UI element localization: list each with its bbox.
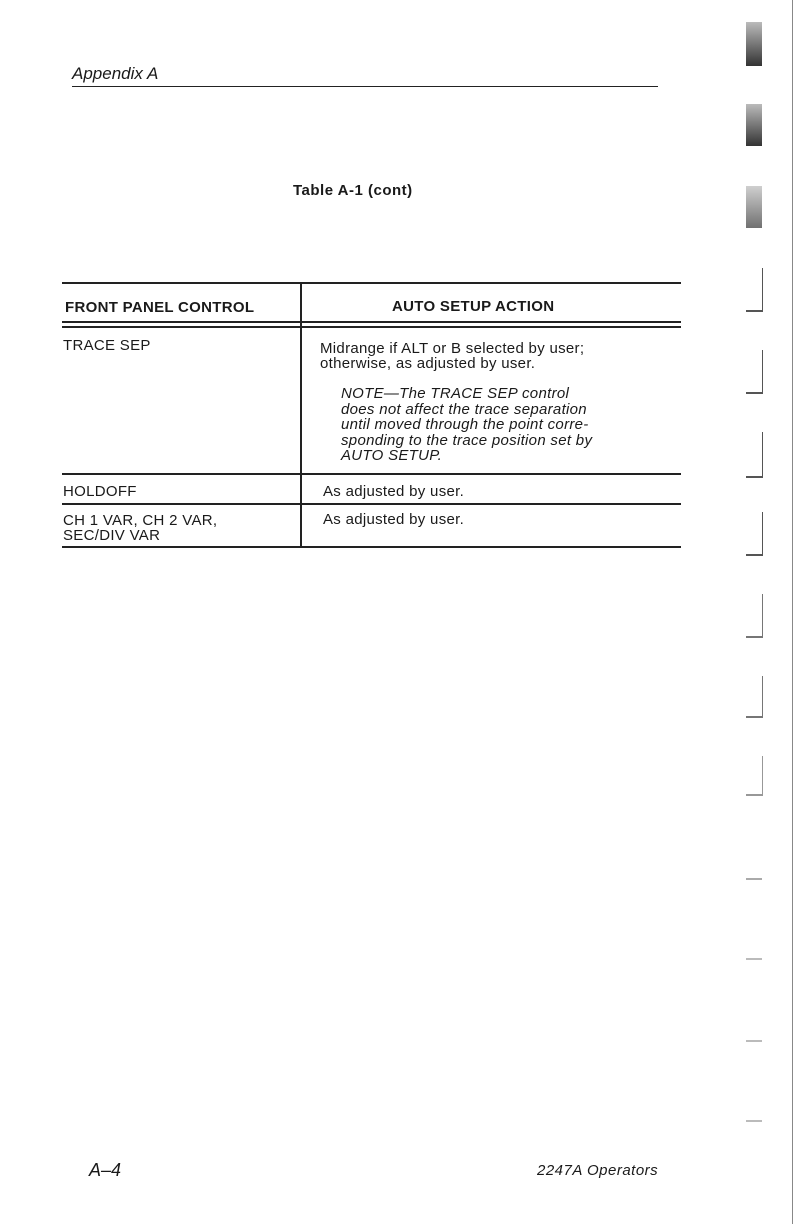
table-top-rule [62, 282, 681, 284]
row-1-note-line-2: does not affect the trace separation [341, 400, 587, 418]
column-header-control: FRONT PANEL CONTROL [65, 299, 255, 316]
tab-mark [746, 432, 763, 478]
tab-mark [746, 756, 763, 796]
row-rule-1 [62, 473, 681, 475]
tab-mark [746, 512, 763, 556]
tab-mark [746, 22, 762, 66]
row-1-note-line-5: AUTO SETUP. [341, 447, 443, 464]
column-header-action: AUTO SETUP ACTION [392, 298, 555, 315]
row-3-control-line-1: CH 1 VAR, CH 2 VAR, [63, 512, 218, 529]
tab-mark [746, 594, 763, 638]
row-rule-2 [62, 503, 681, 505]
row-3-control-line-2: SEC/DIV VAR [63, 527, 161, 544]
tab-mark [746, 1080, 762, 1122]
table-bottom-rule [62, 546, 681, 548]
page-edge-line [792, 0, 793, 1224]
row-2-action: As adjusted by user. [323, 483, 465, 500]
row-1-note-line-1: NOTE—The TRACE SEP control [341, 385, 570, 402]
tab-mark [746, 918, 762, 960]
row-1-note-line-3: until moved through the point corre- [341, 416, 589, 433]
page-number: A–4 [89, 1160, 122, 1180]
column-divider [300, 282, 302, 548]
row-3-action: As adjusted by user. [323, 511, 465, 528]
table-title: Table A-1 (cont) [293, 182, 413, 199]
row-2-control: HOLDOFF [63, 483, 137, 500]
header-rule-1 [62, 321, 681, 323]
tab-mark [746, 104, 762, 146]
row-1-action-line-1: Midrange if ALT or B selected by user; [320, 340, 585, 357]
tab-mark [746, 676, 763, 718]
tab-mark [746, 268, 763, 312]
tab-mark [746, 186, 762, 228]
tab-mark [746, 836, 762, 880]
page-header [72, 64, 658, 87]
row-1-note-line-4: sponding to the trace position set by [341, 431, 593, 449]
manual-name: 2247A Operators [537, 1162, 659, 1179]
control-table [62, 282, 681, 548]
tab-mark [746, 350, 763, 394]
header-title: Appendix A [72, 64, 159, 83]
header-rule-2 [62, 326, 681, 328]
tab-mark [746, 1000, 762, 1042]
index-tab-edge [742, 0, 795, 1224]
row-1-control: TRACE SEP [63, 337, 151, 354]
row-1-action-line-2: otherwise, as adjusted by user. [320, 355, 536, 372]
